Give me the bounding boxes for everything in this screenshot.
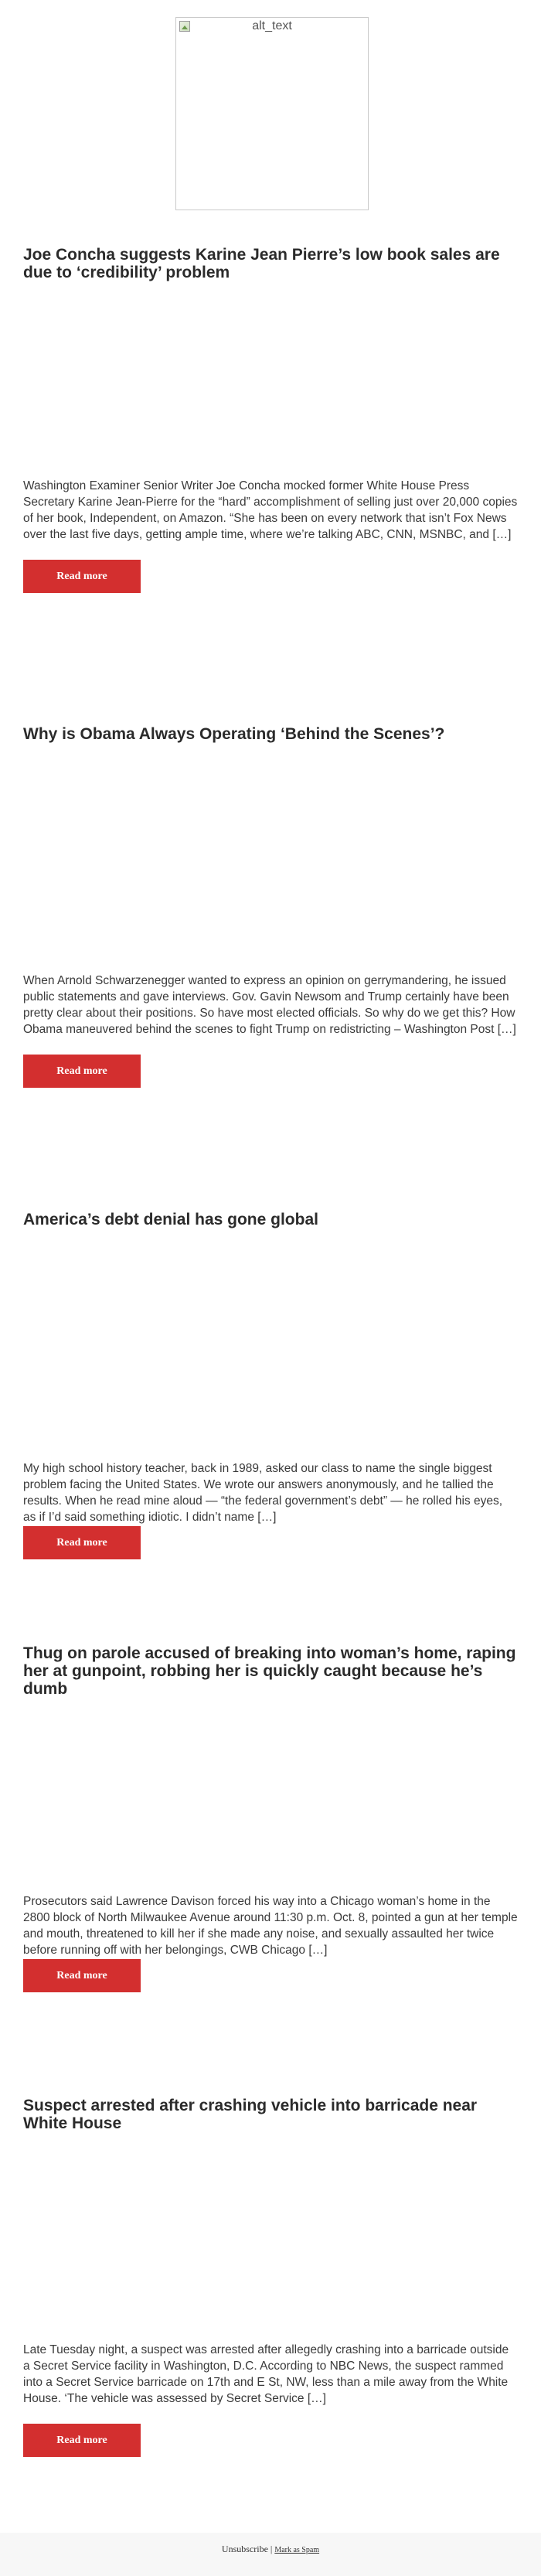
footer — [0, 2533, 541, 2576]
article-excerpt: Prosecutors said Lawrence Davison forced his way into a Chicago woman’s home in the 2800 block of North Milwaukee Avenue around 11:30 p.m. Oct. 8, pointed a gun at her temple and mouth, threatened to kill her if she made any noise, and sexually assaulted her twice before running off with her belongings, CWB Chicago […] — [23, 1895, 518, 1957]
read-more-button[interactable]: Read more — [23, 1055, 141, 1088]
footer-separator: | — [267, 2544, 275, 2554]
read-more-button[interactable]: Read more — [23, 1959, 141, 1992]
read-more-button[interactable]: Read more — [23, 2424, 141, 2457]
article-1 — [23, 246, 518, 612]
article-excerpt: When Arnold Schwarzenegger wanted to express an opinion on gerrymandering, he issued public statements and gave interviews. Gov. Gavin Newsom and Trump certainly have been pretty clear about their positions. So have most elected officials. So why do we get this? How Obama maneuvered behind the scenes to fight Trump on redistricting – Washington Post […] — [23, 974, 516, 1036]
article-5 — [23, 2097, 518, 2463]
unsubscribe-link[interactable]: Unsubscribe — [221, 2544, 268, 2554]
article-4 — [23, 1644, 518, 2011]
hero-alt-text: alt_text — [252, 19, 292, 32]
article-2 — [23, 725, 518, 1092]
article-3 — [23, 1211, 518, 1577]
article-excerpt: Late Tuesday night, a suspect was arrested after allegedly crashing into a barricade outside a Secret Service facility in Washington, D.C. According to NBC News, the suspect rammed into a Secret Service barricade on 17th and E St, NW, less than a mile away from the White House. ‘The vehicle was assessed by Secret Service […] — [23, 2343, 509, 2405]
article-title[interactable]: America’s debt denial has gone global — [23, 1211, 318, 1228]
read-more-button[interactable]: Read more — [23, 1526, 141, 1559]
read-more-button[interactable]: Read more — [23, 560, 141, 593]
article-title[interactable]: Suspect arrested after crashing vehicle into barricade near White House — [23, 2097, 478, 2132]
footer-links — [0, 2544, 541, 2555]
article-title[interactable]: Thug on parole accused of breaking into woman’s home, raping her at gunpoint, robbing her is quickly caught because he’s dumb — [23, 1644, 516, 1698]
article-title[interactable]: Joe Concha suggests Karine Jean Pierre’s low book sales are due to ‘credibility’ problem — [23, 246, 500, 281]
article-title[interactable]: Why is Obama Always Operating ‘Behind the Scenes’? — [23, 725, 445, 743]
hero-image — [175, 17, 369, 210]
article-excerpt: My high school history teacher, back in 1989, asked our class to name the single biggest problem facing the United States. We wrote our answers anonymously, and he tallied the results. When he read mine aloud — “the federal government’s debt” — he rolled his eyes, as if I’d said something idiotic. I didn’t name […] — [23, 1462, 503, 1524]
article-excerpt: Washington Examiner Senior Writer Joe Concha mocked former White House Press Secretary Karine Jean-Pierre for the “hard” accomplishment of selling just over 20,000 copies of her book, Independent, on Amazon. “She has been on every network that isn’t Fox News over the last five days, getting ample time, where we’re talking ABC, CNN, MSNBC, and […] — [23, 479, 518, 541]
mark-as-spam-link[interactable]: Mark as Spam — [274, 2546, 320, 2554]
